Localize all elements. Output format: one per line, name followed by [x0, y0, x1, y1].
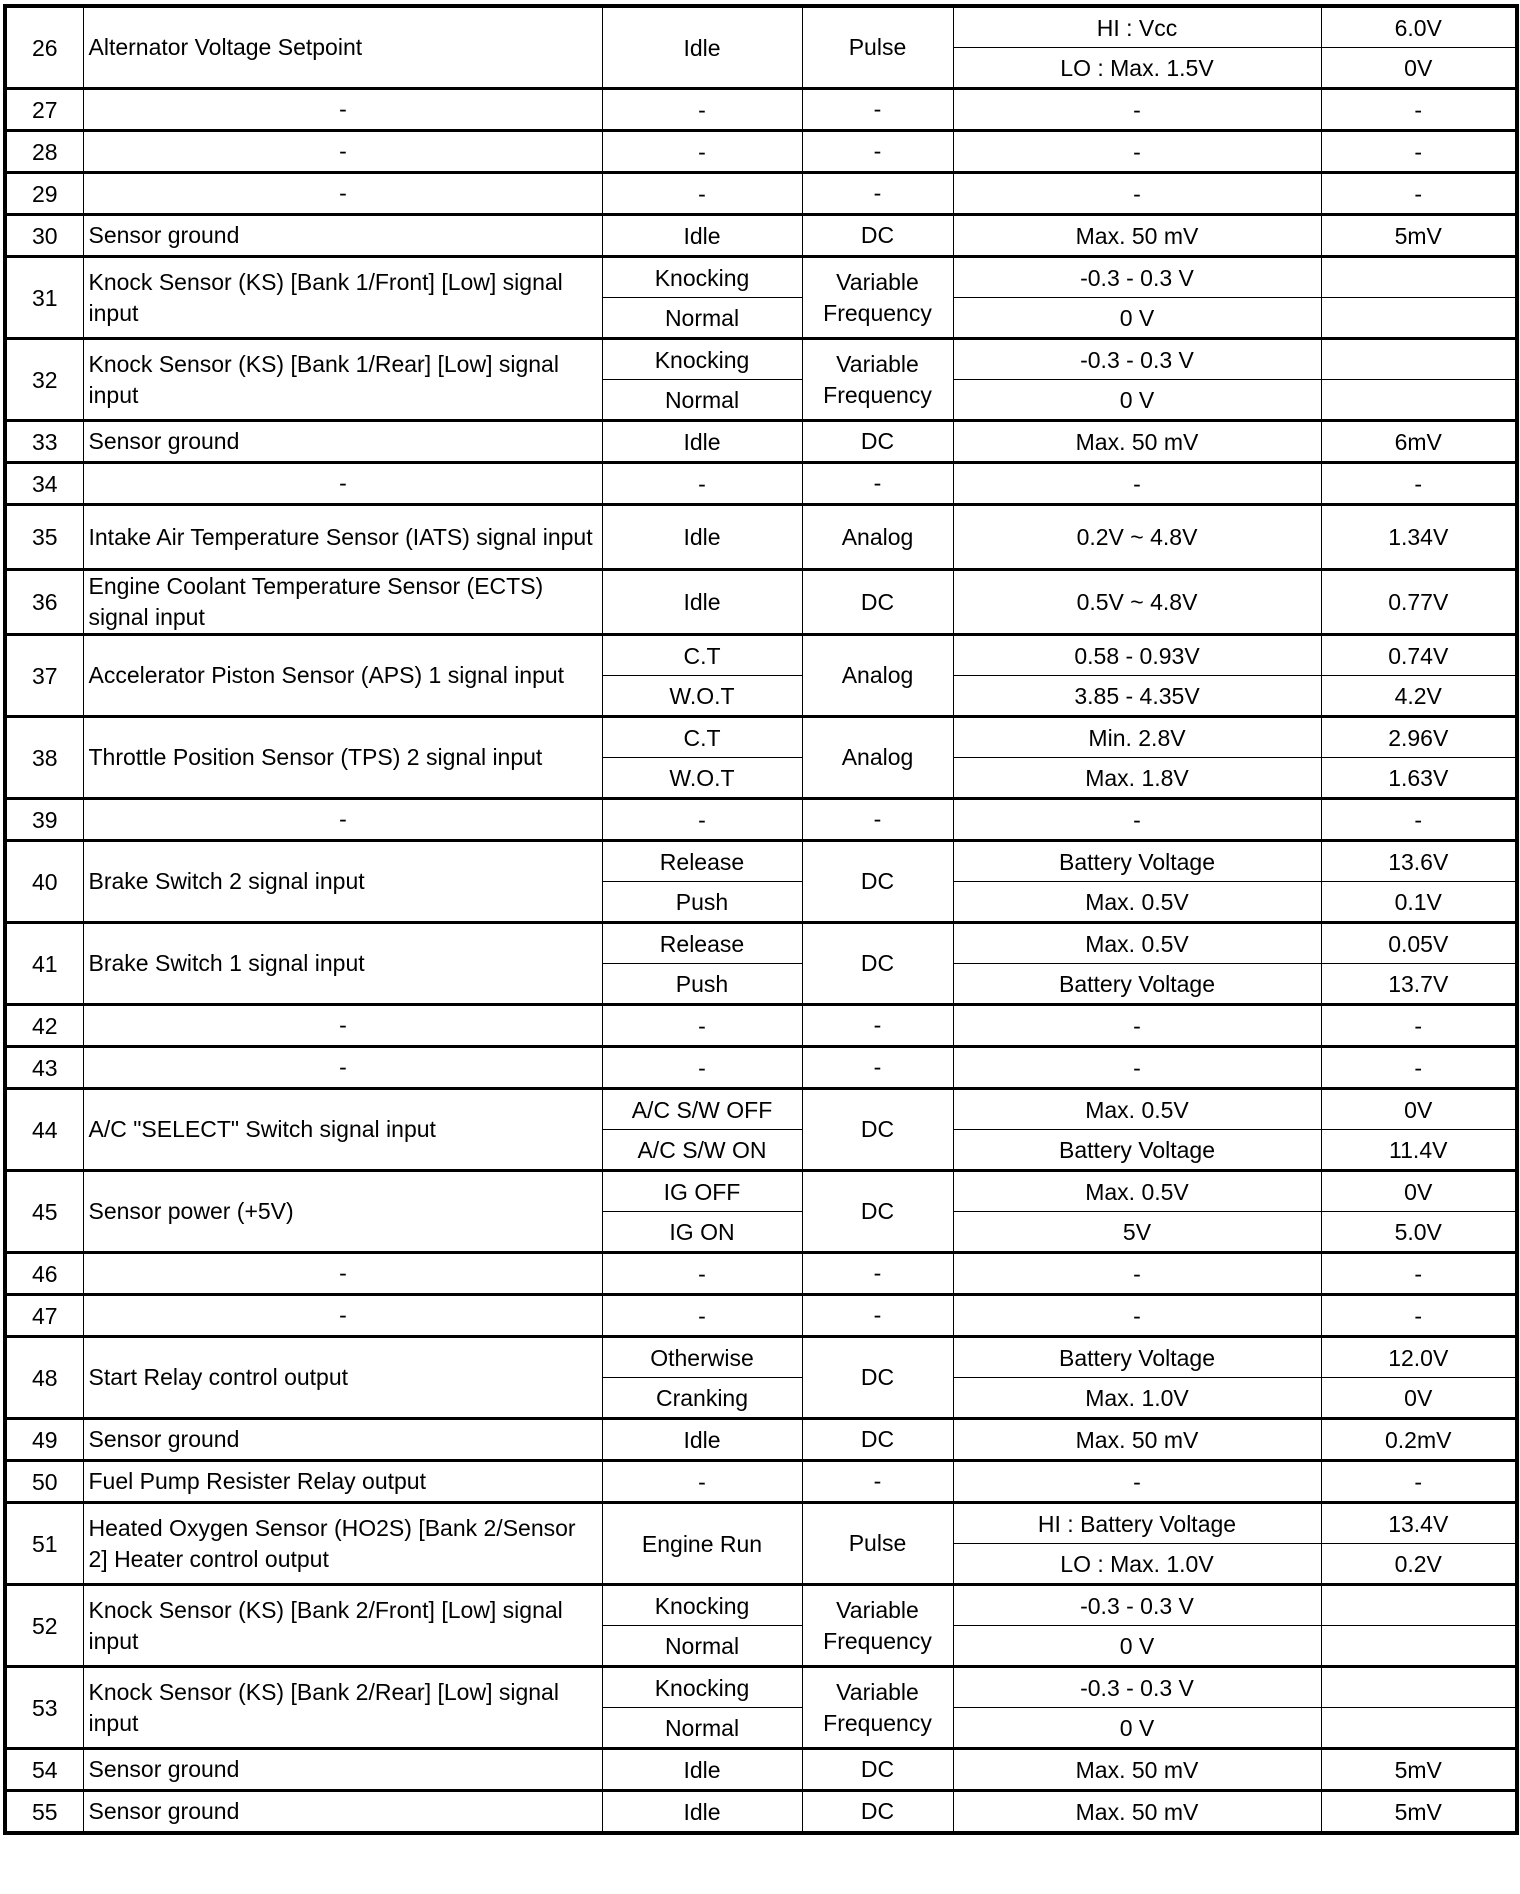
pin-number: 31 [5, 257, 83, 339]
specification: Max. 1.0V [953, 1378, 1321, 1419]
measured-value: 1.63V [1321, 758, 1517, 799]
measured-value: 0V [1321, 1171, 1517, 1212]
pin-description: - [83, 173, 602, 215]
measured-value: - [1321, 1253, 1517, 1295]
table-row [5, 339, 1517, 380]
measured-value: 6mV [1321, 421, 1517, 463]
table-row [5, 570, 1517, 635]
condition: Otherwise [602, 1337, 802, 1378]
pin-description: Knock Sensor (KS) [Bank 1/Front] [Low] signal input [83, 257, 602, 339]
table-row [5, 421, 1517, 463]
pin-description: Sensor ground [83, 1791, 602, 1834]
condition: Release [602, 923, 802, 964]
pin-group-40 [5, 841, 1517, 923]
measured-value [1321, 380, 1517, 421]
table-row [5, 1047, 1517, 1089]
signal-type: DC [802, 1089, 953, 1171]
measured-value: 0.2V [1321, 1544, 1517, 1585]
pin-description: - [83, 463, 602, 505]
pin-group-29 [5, 173, 1517, 215]
pin-description: - [83, 1253, 602, 1295]
condition: Idle [602, 215, 802, 257]
condition: Normal [602, 1626, 802, 1667]
pin-number: 52 [5, 1585, 83, 1667]
pin-group-28 [5, 131, 1517, 173]
specification: Battery Voltage [953, 1337, 1321, 1378]
signal-type: Pulse [802, 6, 953, 89]
condition: IG OFF [602, 1171, 802, 1212]
specification: Max. 50 mV [953, 1791, 1321, 1834]
pin-description: - [83, 1047, 602, 1089]
specification: LO : Max. 1.5V [953, 48, 1321, 89]
table-row [5, 1419, 1517, 1461]
condition: - [602, 463, 802, 505]
measured-value [1321, 1585, 1517, 1626]
specification: 0.58 - 0.93V [953, 635, 1321, 676]
specification: 0 V [953, 298, 1321, 339]
measured-value: 0V [1321, 48, 1517, 89]
pin-number: 46 [5, 1253, 83, 1295]
pin-number: 45 [5, 1171, 83, 1253]
table-row [5, 215, 1517, 257]
condition: Idle [602, 6, 802, 89]
pin-description: - [83, 1005, 602, 1047]
pin-description: - [83, 131, 602, 173]
signal-type: DC [802, 570, 953, 635]
signal-type: Analog [802, 505, 953, 570]
measured-value: - [1321, 799, 1517, 841]
pin-number: 37 [5, 635, 83, 717]
pin-description: Throttle Position Sensor (TPS) 2 signal input [83, 717, 602, 799]
table-row [5, 463, 1517, 505]
pin-description: Knock Sensor (KS) [Bank 1/Rear] [Low] signal input [83, 339, 602, 421]
measured-value [1321, 339, 1517, 380]
pin-number: 44 [5, 1089, 83, 1171]
measured-value: 5mV [1321, 215, 1517, 257]
specification: Max. 0.5V [953, 923, 1321, 964]
signal-type: - [802, 89, 953, 131]
measured-value: - [1321, 131, 1517, 173]
pin-number: 30 [5, 215, 83, 257]
signal-type: - [802, 173, 953, 215]
pin-group-50 [5, 1461, 1517, 1503]
table-row [5, 841, 1517, 882]
pin-number: 48 [5, 1337, 83, 1419]
table-row [5, 1585, 1517, 1626]
condition: C.T [602, 717, 802, 758]
specification: - [953, 1461, 1321, 1503]
pin-group-35 [5, 505, 1517, 570]
table-row [5, 131, 1517, 173]
signal-type: DC [802, 1171, 953, 1253]
measured-value: 0.1V [1321, 882, 1517, 923]
table-row [5, 505, 1517, 570]
pin-description: - [83, 1295, 602, 1337]
condition: - [602, 1295, 802, 1337]
signal-type: - [802, 131, 953, 173]
specification: -0.3 - 0.3 V [953, 339, 1321, 380]
pin-group-33 [5, 421, 1517, 463]
signal-type: - [802, 1047, 953, 1089]
measured-value: - [1321, 1295, 1517, 1337]
condition: - [602, 1253, 802, 1295]
signal-type: Variable Frequency [802, 339, 953, 421]
specification: Min. 2.8V [953, 717, 1321, 758]
pin-group-26 [5, 6, 1517, 89]
measured-value [1321, 298, 1517, 339]
specification: Battery Voltage [953, 1130, 1321, 1171]
measured-value: 13.6V [1321, 841, 1517, 882]
pin-number: 47 [5, 1295, 83, 1337]
table-row [5, 1295, 1517, 1337]
condition: Idle [602, 1749, 802, 1791]
signal-type: - [802, 1295, 953, 1337]
pin-group-39 [5, 799, 1517, 841]
measured-value: - [1321, 173, 1517, 215]
pin-number: 40 [5, 841, 83, 923]
measured-value: - [1321, 463, 1517, 505]
measured-value: 5mV [1321, 1791, 1517, 1834]
table-row [5, 1089, 1517, 1130]
condition: Idle [602, 1419, 802, 1461]
condition: Push [602, 964, 802, 1005]
signal-type: Variable Frequency [802, 1667, 953, 1749]
specification: Max. 50 mV [953, 1749, 1321, 1791]
pin-number: 32 [5, 339, 83, 421]
pin-number: 53 [5, 1667, 83, 1749]
condition: Normal [602, 380, 802, 421]
table-row [5, 6, 1517, 48]
pin-group-34 [5, 463, 1517, 505]
condition: - [602, 1005, 802, 1047]
table-row [5, 1503, 1517, 1544]
table-row [5, 1005, 1517, 1047]
pin-description: Sensor power (+5V) [83, 1171, 602, 1253]
condition: W.O.T [602, 758, 802, 799]
measured-value: 0.74V [1321, 635, 1517, 676]
condition: - [602, 1461, 802, 1503]
specification: 0.5V ~ 4.8V [953, 570, 1321, 635]
pin-group-36 [5, 570, 1517, 635]
pin-number: 51 [5, 1503, 83, 1585]
signal-type: - [802, 1461, 953, 1503]
condition: - [602, 1047, 802, 1089]
pin-number: 39 [5, 799, 83, 841]
pin-group-44 [5, 1089, 1517, 1171]
table-row [5, 923, 1517, 964]
condition: Normal [602, 298, 802, 339]
specification: - [953, 1253, 1321, 1295]
pin-description: A/C "SELECT" Switch signal input [83, 1089, 602, 1171]
pin-group-45 [5, 1171, 1517, 1253]
table-row [5, 1253, 1517, 1295]
specification: - [953, 463, 1321, 505]
signal-type: Analog [802, 635, 953, 717]
measured-value: 5mV [1321, 1749, 1517, 1791]
specification: Max. 1.8V [953, 758, 1321, 799]
pin-group-52 [5, 1585, 1517, 1667]
measured-value [1321, 1667, 1517, 1708]
specification: - [953, 1005, 1321, 1047]
measured-value: 12.0V [1321, 1337, 1517, 1378]
condition: Push [602, 882, 802, 923]
pin-description: Knock Sensor (KS) [Bank 2/Rear] [Low] signal input [83, 1667, 602, 1749]
specification: Max. 0.5V [953, 882, 1321, 923]
specification: -0.3 - 0.3 V [953, 1667, 1321, 1708]
specification: HI : Battery Voltage [953, 1503, 1321, 1544]
pin-group-43 [5, 1047, 1517, 1089]
signal-type: Variable Frequency [802, 257, 953, 339]
condition: A/C S/W OFF [602, 1089, 802, 1130]
specification: Max. 0.5V [953, 1171, 1321, 1212]
condition: Idle [602, 570, 802, 635]
pin-number: 26 [5, 6, 83, 89]
condition: Knocking [602, 1585, 802, 1626]
specification: HI : Vcc [953, 6, 1321, 48]
condition: Knocking [602, 339, 802, 380]
pin-number: 36 [5, 570, 83, 635]
measured-value: - [1321, 89, 1517, 131]
condition: Release [602, 841, 802, 882]
pin-number: 34 [5, 463, 83, 505]
pin-description: Knock Sensor (KS) [Bank 2/Front] [Low] signal input [83, 1585, 602, 1667]
table-row [5, 635, 1517, 676]
table-row [5, 1749, 1517, 1791]
specification: Max. 50 mV [953, 215, 1321, 257]
table-row [5, 1461, 1517, 1503]
pin-description: Engine Coolant Temperature Sensor (ECTS) signal input [83, 570, 602, 635]
specification: -0.3 - 0.3 V [953, 257, 1321, 298]
signal-type: Pulse [802, 1503, 953, 1585]
condition: A/C S/W ON [602, 1130, 802, 1171]
pin-description: Sensor ground [83, 215, 602, 257]
condition: Knocking [602, 1667, 802, 1708]
specification: 0 V [953, 1626, 1321, 1667]
pin-description: - [83, 799, 602, 841]
pin-group-27 [5, 89, 1517, 131]
pin-description: Sensor ground [83, 421, 602, 463]
pin-group-51 [5, 1503, 1517, 1585]
table-row [5, 1337, 1517, 1378]
condition: - [602, 799, 802, 841]
pin-number: 27 [5, 89, 83, 131]
pin-description: Sensor ground [83, 1749, 602, 1791]
specification: 0.2V ~ 4.8V [953, 505, 1321, 570]
pin-group-32 [5, 339, 1517, 421]
table-row [5, 257, 1517, 298]
condition: W.O.T [602, 676, 802, 717]
condition: Cranking [602, 1378, 802, 1419]
specification: 5V [953, 1212, 1321, 1253]
pin-group-48 [5, 1337, 1517, 1419]
pin-number: 35 [5, 505, 83, 570]
pin-group-46 [5, 1253, 1517, 1295]
pin-number: 33 [5, 421, 83, 463]
condition: C.T [602, 635, 802, 676]
signal-type: DC [802, 1337, 953, 1419]
measured-value: 0.77V [1321, 570, 1517, 635]
condition: - [602, 131, 802, 173]
measured-value: 13.4V [1321, 1503, 1517, 1544]
measured-value: 5.0V [1321, 1212, 1517, 1253]
pin-number: 28 [5, 131, 83, 173]
measured-value: 0.2mV [1321, 1419, 1517, 1461]
specification: LO : Max. 1.0V [953, 1544, 1321, 1585]
pin-description: Brake Switch 1 signal input [83, 923, 602, 1005]
measured-value: 11.4V [1321, 1130, 1517, 1171]
measured-value: 6.0V [1321, 6, 1517, 48]
condition: - [602, 173, 802, 215]
measured-value: 13.7V [1321, 964, 1517, 1005]
table-row [5, 1791, 1517, 1834]
measured-value: - [1321, 1461, 1517, 1503]
signal-type: - [802, 463, 953, 505]
pin-description: Alternator Voltage Setpoint [83, 6, 602, 89]
condition: Idle [602, 1791, 802, 1834]
pin-group-37 [5, 635, 1517, 717]
specification: -0.3 - 0.3 V [953, 1585, 1321, 1626]
pin-group-54 [5, 1749, 1517, 1791]
pin-group-55 [5, 1791, 1517, 1834]
signal-type: Analog [802, 717, 953, 799]
table-row [5, 717, 1517, 758]
pin-group-41 [5, 923, 1517, 1005]
pin-number: 50 [5, 1461, 83, 1503]
pin-number: 54 [5, 1749, 83, 1791]
pin-number: 38 [5, 717, 83, 799]
specification: - [953, 131, 1321, 173]
ecm-pin-table [3, 4, 1519, 1835]
pin-group-42 [5, 1005, 1517, 1047]
measured-value: - [1321, 1005, 1517, 1047]
pin-number: 55 [5, 1791, 83, 1834]
table-row [5, 173, 1517, 215]
specification: 3.85 - 4.35V [953, 676, 1321, 717]
signal-type: DC [802, 1749, 953, 1791]
signal-type: DC [802, 1791, 953, 1834]
specification: - [953, 1047, 1321, 1089]
pin-number: 49 [5, 1419, 83, 1461]
measured-value: 4.2V [1321, 676, 1517, 717]
signal-type: DC [802, 841, 953, 923]
condition: Idle [602, 505, 802, 570]
table-row [5, 1667, 1517, 1708]
specification: 0 V [953, 380, 1321, 421]
pin-description: Accelerator Piston Sensor (APS) 1 signal input [83, 635, 602, 717]
table-row [5, 799, 1517, 841]
pin-description: Fuel Pump Resister Relay output [83, 1461, 602, 1503]
condition: - [602, 89, 802, 131]
specification: Max. 50 mV [953, 421, 1321, 463]
specification: 0 V [953, 1708, 1321, 1749]
pin-group-53 [5, 1667, 1517, 1749]
pin-group-49 [5, 1419, 1517, 1461]
pin-description: Heated Oxygen Sensor (HO2S) [Bank 2/Sensor 2] Heater control output [83, 1503, 602, 1585]
specification: - [953, 799, 1321, 841]
signal-type: DC [802, 215, 953, 257]
measured-value: 1.34V [1321, 505, 1517, 570]
condition: Engine Run [602, 1503, 802, 1585]
condition: Normal [602, 1708, 802, 1749]
measured-value [1321, 1708, 1517, 1749]
measured-value: 0V [1321, 1378, 1517, 1419]
measured-value: 0.05V [1321, 923, 1517, 964]
pin-number: 43 [5, 1047, 83, 1089]
condition: Knocking [602, 257, 802, 298]
specification: Max. 0.5V [953, 1089, 1321, 1130]
measured-value: 2.96V [1321, 717, 1517, 758]
condition: IG ON [602, 1212, 802, 1253]
condition: Idle [602, 421, 802, 463]
specification: - [953, 1295, 1321, 1337]
pin-description: Brake Switch 2 signal input [83, 841, 602, 923]
signal-type: Variable Frequency [802, 1585, 953, 1667]
pin-description: Sensor ground [83, 1419, 602, 1461]
pin-number: 29 [5, 173, 83, 215]
specification: Battery Voltage [953, 964, 1321, 1005]
signal-type: - [802, 1253, 953, 1295]
pin-number: 42 [5, 1005, 83, 1047]
signal-type: DC [802, 923, 953, 1005]
pin-group-31 [5, 257, 1517, 339]
specification: - [953, 173, 1321, 215]
pin-group-30 [5, 215, 1517, 257]
measured-value: - [1321, 1047, 1517, 1089]
pin-group-47 [5, 1295, 1517, 1337]
table-row [5, 1171, 1517, 1212]
specification: Max. 50 mV [953, 1419, 1321, 1461]
pin-description: - [83, 89, 602, 131]
signal-type: - [802, 1005, 953, 1047]
signal-type: DC [802, 1419, 953, 1461]
specification: Battery Voltage [953, 841, 1321, 882]
signal-type: - [802, 799, 953, 841]
specification: - [953, 89, 1321, 131]
pin-table-container [3, 4, 1515, 1835]
pin-description: Start Relay control output [83, 1337, 602, 1419]
measured-value [1321, 1626, 1517, 1667]
pin-description: Intake Air Temperature Sensor (IATS) signal input [83, 505, 602, 570]
pin-number: 41 [5, 923, 83, 1005]
measured-value [1321, 257, 1517, 298]
table-row [5, 89, 1517, 131]
signal-type: DC [802, 421, 953, 463]
measured-value: 0V [1321, 1089, 1517, 1130]
pin-group-38 [5, 717, 1517, 799]
